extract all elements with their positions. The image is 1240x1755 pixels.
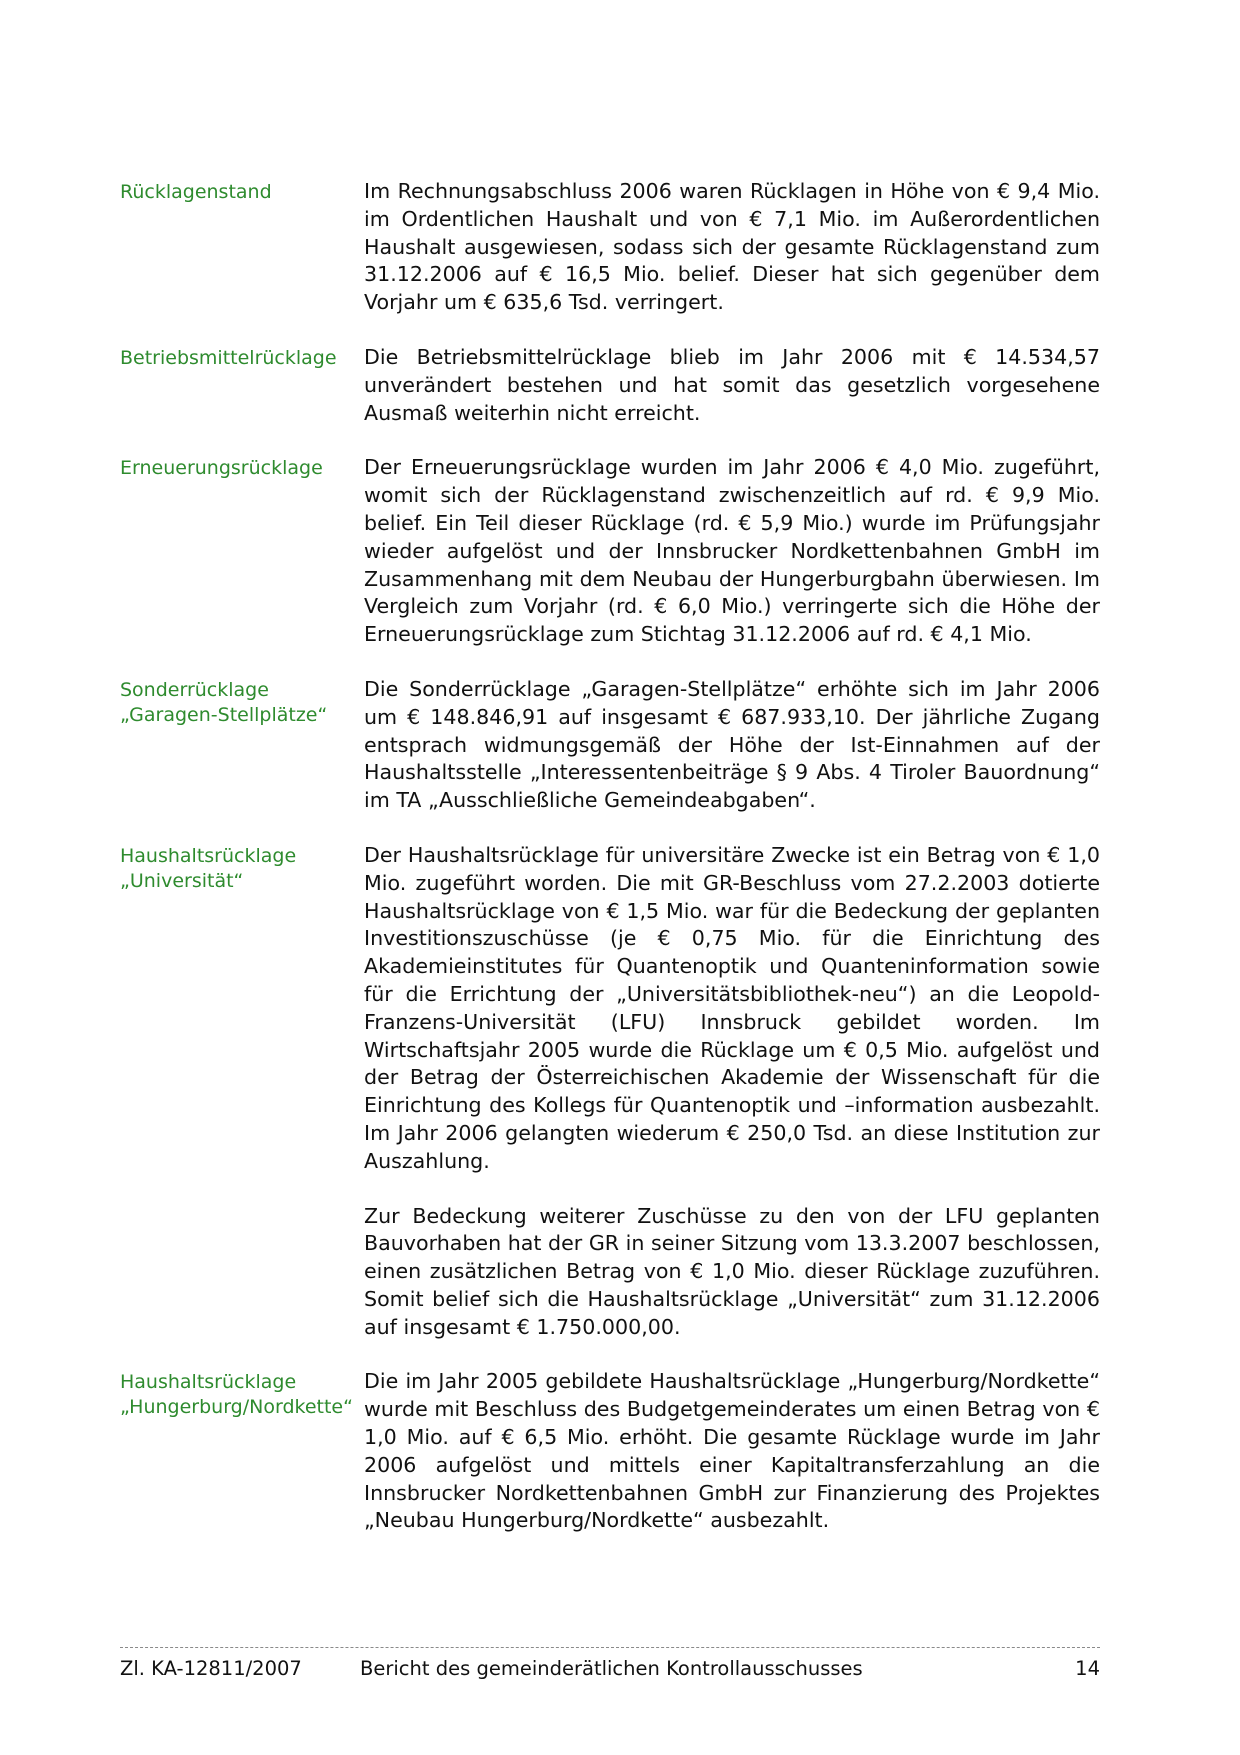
section-body [364,454,1100,649]
margin-heading [120,842,364,894]
section-sonderruecklage-garagen [120,676,1100,815]
section-body [364,676,1100,815]
section-body [364,178,1100,317]
paragraph: Die im Jahr 2005 gebildete Haushaltsrücklage „Hungerburg/Nordkette“ wurde mit Beschluss des Budgetgemeinderates um einen Betrag von € 1,0 Mio. auf € 6,5 Mio. erhöht. Die gesamte Rücklage wurde im Jahr 2006 aufgelöst und mittels einer Kapitaltransferzahlung an die Innsbrucker Nordkettenbahnen GmbH zur Finanzierung des Projektes „Neubau Hungerburg/Nordkette“ ausbezahlt. [364,1369,1100,1533]
margin-heading-line: Rücklagenstand [120,181,272,203]
page-number: 14 [1075,1657,1100,1680]
paragraph: Zur Bedeckung weiterer Zuschüsse zu den von der LFU geplanten Bauvorhaben hat der GR in seiner Sitzung vom 13.3.2007 beschlossen, einen zusätzlichen Betrag von € 1,0 Mio. dieser Rücklage zuzuführen. Somit belief sich die Haushaltsrücklage „Universität“ zum 31.12.2006 auf insgesamt € 1.750.000,00. [364,1203,1100,1339]
footer-title: Bericht des gemeinderätlichen Kontrollausschusses [360,1657,863,1680]
section-body [364,344,1100,427]
footer-reference: Zl. KA-12811/2007 [120,1657,302,1680]
footer-divider [120,1647,1100,1648]
margin-heading-line: Haushaltsrücklage [120,844,297,867]
paragraph: Die Betriebsmittelrücklage blieb im Jahr 2006 mit € 14.534,57 unverändert bestehen und hat somit das gesetzlich vorgesehene Ausmaß weiterhin nicht erreicht. [364,344,1100,425]
margin-heading [120,1368,364,1420]
margin-heading-line: Haushaltsrücklage [120,1371,297,1394]
paragraph: Der Erneuerungsrücklage wurden im Jahr 2006 € 4,0 Mio. zugeführt, womit sich der Rücklagenstand zwischenzeitlich auf rd. € 9,9 Mio. belief. Ein Teil dieser Rücklage (rd. € 5,9 Mio.) wurde im Prüfungsjahr wieder aufgelöst und der Innsbrucker Nordkettenbahnen GmbH im Zusammenhang mit dem Neubau der Hungerburgbahn überwiesen. Im Vergleich zum Vorjahr (rd. € 6,0 Mio.) verringerte sich die Höhe der Erneuerungsrücklage zum Stichtag 31.12.2006 auf rd. € 4,1 Mio. [364,455,1100,647]
margin-heading-line: Sonderrücklage [120,678,269,701]
margin-heading [120,178,364,205]
paragraph: Die Sonderrücklage „Garagen-Stellplätze“ erhöhte sich im Jahr 2006 um € 148.846,91 auf insgesamt € 687.933,10. Der jährliche Zugang entsprach widmungsgemäß der Höhe der Ist-Einnahmen auf der Haushaltsstelle „Interessentenbeiträge § 9 Abs. 4 Tiroler Bauordnung“ im TA „Ausschließliche Gemeindeabgaben“. [364,676,1100,813]
margin-heading-line: „Universität“ [120,869,244,892]
paragraph: Der Haushaltsrücklage für universitäre Zwecke ist ein Betrag von € 1,0 Mio. zugeführt worden. Die mit GR-Beschluss vom 27.2.2003 dotierte Haushaltsrücklage von € 1,5 Mio. war für die Bedeckung der geplanten Investitionszuschüsse (je € 0,75 Mio. für die Einrichtung des Akademieinstitutes für Quantenoptik und Quanteninformation sowie für die Errichtung der „Universitätsbibliothek-neu“) an die Leopold-Franzens-Universität (LFU) Innsbruck gebildet worden. Im Wirtschaftsjahr 2005 wurde die Rücklage um € 0,5 Mio. aufgelöst und der Betrag der Österreichischen Akademie der Wissenschaft für die Einrichtung des Kollegs für Quantenoptik und –information ausbezahlt. Im Jahr 2006 gelangten wiederum € 250,0 Tsd. an diese Institution zur Auszahlung. [364,842,1100,1173]
margin-heading [120,344,364,371]
section-body [364,1368,1100,1535]
margin-heading [120,676,364,728]
reserve-sections [120,178,1100,1562]
page-footer [120,1656,1100,1686]
margin-heading-line: Betriebsmittelrücklage [120,346,337,369]
section-erneuerungsruecklage [120,454,1100,649]
section-body [364,842,1100,1342]
section-haushaltsruecklage-hungerburg [120,1368,1100,1535]
margin-heading-line: Erneuerungsrücklage [120,457,323,480]
section-haushaltsruecklage-universitaet [120,842,1100,1342]
section-ruecklagenstand [120,178,1100,317]
margin-heading-line: „Garagen-Stellplätze“ [120,703,328,726]
paragraph: Im Rechnungsabschluss 2006 waren Rücklagen in Höhe von € 9,4 Mio. im Ordentlichen Haushalt und von € 7,1 Mio. im Außerordentlichen Haushalt ausgewiesen, sodass sich der gesamte Rücklagenstand zum 31.12.2006 auf € 16,5 Mio. belief. Dieser hat sich gegenüber dem Vorjahr um € 635,6 Tsd. verringert. [364,179,1100,315]
section-betriebsmittelruecklage [120,344,1100,427]
margin-heading [120,454,364,481]
margin-heading-line: „Hungerburg/Nordkette“ [120,1396,353,1419]
